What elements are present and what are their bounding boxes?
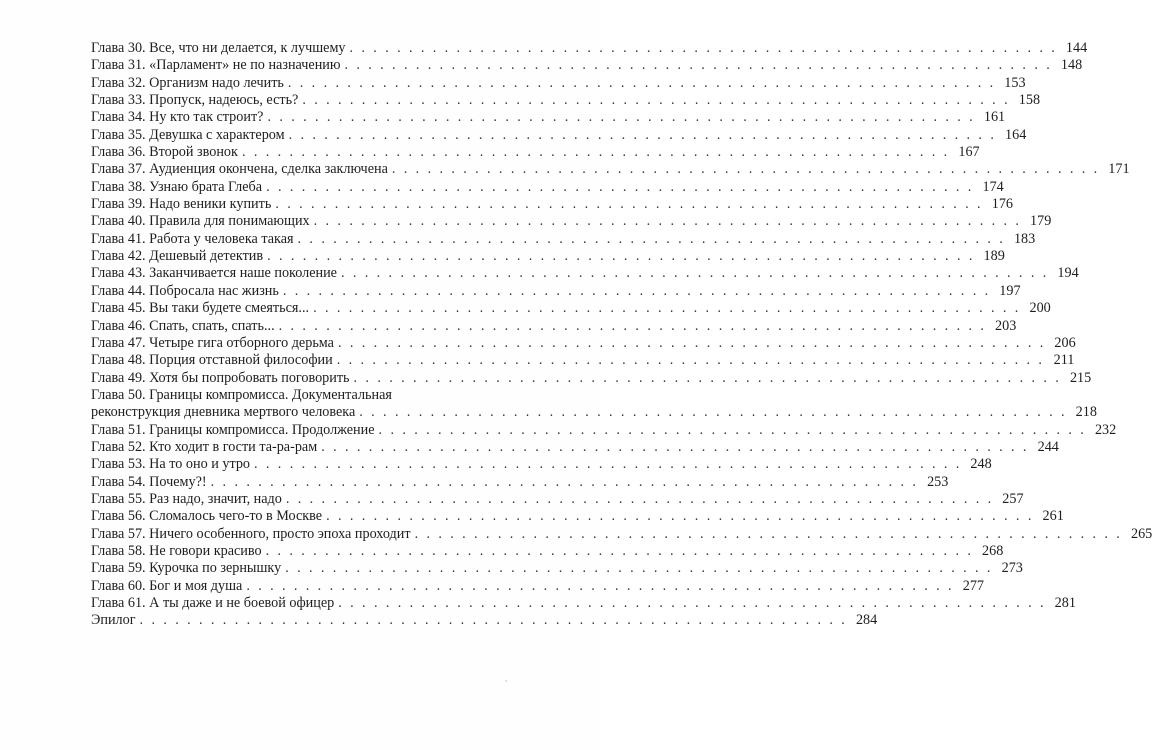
toc-entry-page: 244 [1037, 438, 1059, 455]
toc-entry-title: Глава 36. Второй звонок [91, 144, 238, 161]
toc-entry-page: 167 [958, 144, 980, 161]
toc-entry-page: 144 [1065, 40, 1088, 56]
toc-entry-page: 171 [1108, 161, 1130, 178]
toc-entry-title: Глава 47. Четыре гига отборного дерьма [91, 334, 334, 351]
toc-entry-title: Глава 41. Работа у человека такая [91, 230, 294, 247]
toc-entry [91, 126, 1027, 144]
dot-leader: . . . . . . . . . . . . . . . . . . . . . . . . . . . . . . . . . . . . . . . . . . . . . . . . . . . . . . . . . . . . [391, 161, 1100, 178]
dot-leader: . . . . . . . . . . . . . . . . . . . . . . . . . . . . . . . . . . . . . . . . . . . . . . . . . . . . . . . . . . . . [338, 595, 1046, 611]
toc-entry [91, 508, 1064, 525]
dot-leader: . . . . . . . . . . . . . . . . . . . . . . . . . . . . . . . . . . . . . . . . . . . . . . . . . . . . . . . . . . . . [302, 92, 1011, 109]
dot-leader: . . . . . . . . . . . . . . . . . . . . . . . . . . . . . . . . . . . . . . . . . . . . . . . . . . . . . . . . . . . . [337, 334, 1046, 351]
toc-entry-title: Глава 31. «Парламент» не по назначению [91, 57, 341, 74]
toc-entry-page: 248 [970, 456, 992, 473]
dot-leader: . . . . . . . . . . . . . . . . . . . . . . . . . . . . . . . . . . . . . . . . . . . . . . . . . . . . . . . . . . . . [282, 282, 991, 299]
toc-entry [91, 595, 1076, 612]
toc-entry [91, 438, 1059, 456]
toc-entry [91, 369, 1092, 387]
toc-entry [91, 92, 1041, 109]
toc-entry-title: Глава 46. Спать, спать, спать... [91, 317, 275, 334]
toc-entry [91, 560, 1023, 577]
dot-leader: . . . . . . . . . . . . . . . . . . . . . . . . . . . . . . . . . . . . . . . . . . . . . . . . . . . . . . . . . . . . [288, 126, 997, 143]
toc-entry-page: 261 [1042, 508, 1064, 525]
dot-leader: . . . . . . . . . . . . . . . . . . . . . . . . . . . . . . . . . . . . . . . . . . . . . . . . . . . . . . . . . . . . [210, 473, 919, 490]
toc-entry-title: Глава 61. А ты даже и не боевой офицер [91, 595, 335, 611]
toc-entry [91, 300, 1051, 317]
dot-leader: . . . . . . . . . . . . . . . . . . . . . . . . . . . . . . . . . . . . . . . . . . . . . . . . . . . . . . . . . . . . [321, 438, 1029, 455]
toc-entry-title: Глава 48. Порция отставной философии [91, 352, 333, 369]
paper-speck [505, 680, 507, 682]
toc-entry [91, 109, 1006, 126]
toc-entry-title: Глава 34. Ну кто так строит? [91, 109, 264, 126]
dot-leader: . . . . . . . . . . . . . . . . . . . . . . . . . . . . . . . . . . . . . . . . . . . . . . . . . . . . . . . . . . . . [326, 508, 1034, 525]
toc-entry-title: Глава 58. Не говори красиво [91, 542, 262, 559]
dot-leader: . . . . . . . . . . . . . . . . . . . . . . . . . . . . . . . . . . . . . . . . . . . . . . . . . . . . . . . . . . . . [241, 144, 950, 161]
toc-entry [91, 282, 1021, 300]
toc-entry-title: Глава 54. Почему?! [91, 473, 207, 490]
toc-entry-page: 164 [1005, 126, 1027, 143]
toc-entry-title: Глава 32. Организм надо лечить [91, 74, 284, 91]
dot-leader: . . . . . . . . . . . . . . . . . . . . . . . . . . . . . . . . . . . . . . . . . . . . . . . . . . . . . . . . . . . . [267, 109, 976, 126]
toc-entry-page: 211 [1053, 352, 1075, 369]
toc-entry-page: 158 [1018, 92, 1041, 109]
dot-leader: . . . . . . . . . . . . . . . . . . . . . . . . . . . . . . . . . . . . . . . . . . . . . . . . . . . . . . . . . . . . [254, 456, 962, 473]
dot-leader: . . . . . . . . . . . . . . . . . . . . . . . . . . . . . . . . . . . . . . . . . . . . . . . . . . . . . . . . . . . . [285, 490, 994, 507]
toc-entry [91, 542, 1004, 560]
toc-entry [91, 577, 984, 595]
dot-leader: . . . . . . . . . . . . . . . . . . . . . . . . . . . . . . . . . . . . . . . . . . . . . . . . . . . . . . . . . . . . [278, 317, 987, 334]
toc-entry-title: Глава 45. Вы таки будете смеяться... [91, 300, 310, 317]
toc-entry [91, 213, 1052, 230]
toc-entry [91, 317, 1017, 335]
toc-entry-title: Глава 33. Пропуск, надеюсь, есть? [91, 92, 299, 109]
toc-entry-page: 268 [982, 542, 1004, 559]
toc-entry-title: Глава 59. Курочка по зернышку [91, 560, 282, 577]
dot-leader: . . . . . . . . . . . . . . . . . . . . . . . . . . . . . . . . . . . . . . . . . . . . . . . . . . . . . . . . . . . . [349, 40, 1058, 56]
toc-entry-page: 253 [927, 473, 949, 490]
toc-entry-page: 200 [1029, 300, 1051, 317]
toc-entry-page: 179 [1030, 213, 1052, 230]
toc-entry-page: 176 [991, 196, 1014, 213]
toc-entry-title: Глава 39. Надо веники купить [91, 196, 272, 213]
toc-entry-title: Глава 37. Аудиенция окончена, сделка заключена [91, 161, 388, 178]
dot-leader: . . . . . . . . . . . . . . . . . . . . . . . . . . . . . . . . . . . . . . . . . . . . . . . . . . . . . . . . . . . . [353, 369, 1062, 386]
toc-entry-page: 183 [1013, 230, 1036, 247]
dot-leader: . . . . . . . . . . . . . . . . . . . . . . . . . . . . . . . . . . . . . . . . . . . . . . . . . . . . . . . . . . . . [285, 560, 993, 577]
toc-entry [91, 265, 1079, 282]
toc-entry-title: Глава 42. Дешевый детектив [91, 248, 264, 265]
toc-entry-title: Глава 43. Заканчивается наше поколение [91, 265, 337, 282]
toc-entry-line [91, 387, 515, 404]
toc-entry-title: Глава 50. Границы компромисса. Документальная [91, 386, 392, 403]
toc-entry-title: Глава 52. Кто ходит в гости та-ра-рам [91, 438, 318, 455]
toc-entry-page: 273 [1001, 560, 1023, 577]
toc-entry-page: 277 [962, 577, 984, 594]
toc-entry [91, 490, 1024, 508]
toc-entry-title: Глава 53. На то оно и утро [91, 456, 251, 473]
toc-entry-page: 232 [1094, 421, 1117, 438]
dot-leader: . . . . . . . . . . . . . . . . . . . . . . . . . . . . . . . . . . . . . . . . . . . . . . . . . . . . . . . . . . . . [344, 57, 1053, 74]
toc-entry-title: Глава 30. Все, что ни делается, к лучшему [91, 40, 346, 56]
toc-entry-page: 281 [1054, 595, 1076, 611]
dot-leader: . . . . . . . . . . . . . . . . . . . . . . . . . . . . . . . . . . . . . . . . . . . . . . . . . . . . . . . . . . . . [267, 248, 975, 265]
dot-leader: . . . . . . . . . . . . . . . . . . . . . . . . . . . . . . . . . . . . . . . . . . . . . . . . . . . . . . . . . . . . [265, 542, 974, 559]
toc-entry [91, 352, 1075, 369]
dot-leader: . . . . . . . . . . . . . . . . . . . . . . . . . . . . . . . . . . . . . . . . . . . . . . . . . . . . . . . . . . . . [414, 525, 1123, 542]
dot-leader: . . . . . . . . . . . . . . . . . . . . . . . . . . . . . . . . . . . . . . . . . . . . . . . . . . . . . . . . . . . . [287, 74, 996, 91]
toc-entry-title: Глава 60. Бог и моя душа [91, 577, 243, 594]
toc-entry [91, 230, 1036, 248]
toc-entry-title: Глава 44. Побросала нас жизнь [91, 282, 279, 299]
toc-entry [91, 144, 980, 161]
toc-entry [91, 473, 949, 491]
dot-leader: . . . . . . . . . . . . . . . . . . . . . . . . . . . . . . . . . . . . . . . . . . . . . . . . . . . . . . . . . . . . [297, 230, 1006, 247]
toc-entry-title: Глава 51. Границы компромисса. Продолжение [91, 421, 375, 438]
toc-entry [91, 612, 878, 629]
dot-leader: . . . . . . . . . . . . . . . . . . . . . . . . . . . . . . . . . . . . . . . . . . . . . . . . . . . . . . . . . . . . [246, 577, 954, 594]
toc-entry-page: 148 [1060, 57, 1083, 74]
toc-entry-page: 215 [1069, 369, 1092, 386]
dot-leader: . . . . . . . . . . . . . . . . . . . . . . . . . . . . . . . . . . . . . . . . . . . . . . . . . . . . . . . . . . . . [340, 265, 1049, 282]
toc-entry-title: Глава 35. Девушка с характером [91, 126, 285, 143]
toc-entry-page: 161 [983, 109, 1006, 126]
toc-entry [91, 334, 1076, 352]
toc-entry-title: Глава 55. Раз надо, значит, надо [91, 490, 282, 507]
toc-entry [91, 248, 1005, 265]
toc-entry [91, 456, 992, 473]
toc-entry-title: Глава 38. Узнаю брата Глеба [91, 178, 263, 195]
dot-leader: . . . . . . . . . . . . . . . . . . . . . . . . . . . . . . . . . . . . . . . . . . . . . . . . . . . . . . . . . . . . [266, 178, 974, 195]
dot-leader: . . . . . . . . . . . . . . . . . . . . . . . . . . . . . . . . . . . . . . . . . . . . . . . . . . . . . . . . . . . . [139, 612, 848, 629]
toc-entry-title: Глава 57. Ничего особенного, просто эпоха проходит [91, 525, 411, 542]
toc-entry-page: 218 [1075, 404, 1097, 421]
toc-entry-page: 265 [1130, 525, 1152, 542]
dot-leader: . . . . . . . . . . . . . . . . . . . . . . . . . . . . . . . . . . . . . . . . . . . . . . . . . . . . . . . . . . . . [275, 196, 984, 213]
toc-entry-title-continued: реконструкция дневника мертвого человека [91, 404, 356, 421]
toc-entry [91, 40, 1088, 57]
toc-entry-page: 203 [995, 317, 1017, 334]
toc-entry-page: 174 [982, 178, 1004, 195]
toc-entry-page: 189 [983, 248, 1005, 265]
table-of-contents [91, 40, 1152, 630]
toc-entry-title: Эпилог [91, 612, 136, 629]
dot-leader: . . . . . . . . . . . . . . . . . . . . . . . . . . . . . . . . . . . . . . . . . . . . . . . . . . . . . . . . . . . . [313, 300, 1021, 317]
dot-leader: . . . . . . . . . . . . . . . . . . . . . . . . . . . . . . . . . . . . . . . . . . . . . . . . . . . . . . . . . . . . [313, 213, 1022, 230]
dot-leader: . . . . . . . . . . . . . . . . . . . . . . . . . . . . . . . . . . . . . . . . . . . . . . . . . . . . . . . . . . . . [359, 404, 1067, 421]
toc-entry-page: 194 [1057, 265, 1079, 282]
toc-entry-title: Глава 49. Хотя бы попробовать поговорить [91, 369, 350, 386]
toc-entry [91, 57, 1083, 74]
toc-entry [91, 525, 1152, 543]
toc-entry [91, 178, 1004, 196]
toc-entry-page: 197 [999, 282, 1021, 299]
toc-entry-page: 284 [855, 612, 878, 629]
dot-leader: . . . . . . . . . . . . . . . . . . . . . . . . . . . . . . . . . . . . . . . . . . . . . . . . . . . . . . . . . . . . [336, 352, 1045, 369]
toc-entry-title: Глава 40. Правила для понимающих [91, 213, 310, 230]
toc-entry-page: 153 [1004, 74, 1026, 91]
toc-entry [91, 421, 1117, 439]
toc-entry-page: 257 [1002, 490, 1024, 507]
toc-entry [91, 196, 1014, 213]
toc-entry [91, 161, 1130, 178]
toc-entry-title: Глава 56. Сломалось чего-то в Москве [91, 508, 323, 525]
dot-leader: . . . . . . . . . . . . . . . . . . . . . . . . . . . . . . . . . . . . . . . . . . . . . . . . . . . . . . . . . . . . [378, 421, 1087, 438]
toc-entry [91, 404, 1097, 421]
toc-entry-page: 206 [1054, 334, 1076, 351]
toc-entry [91, 74, 1026, 92]
